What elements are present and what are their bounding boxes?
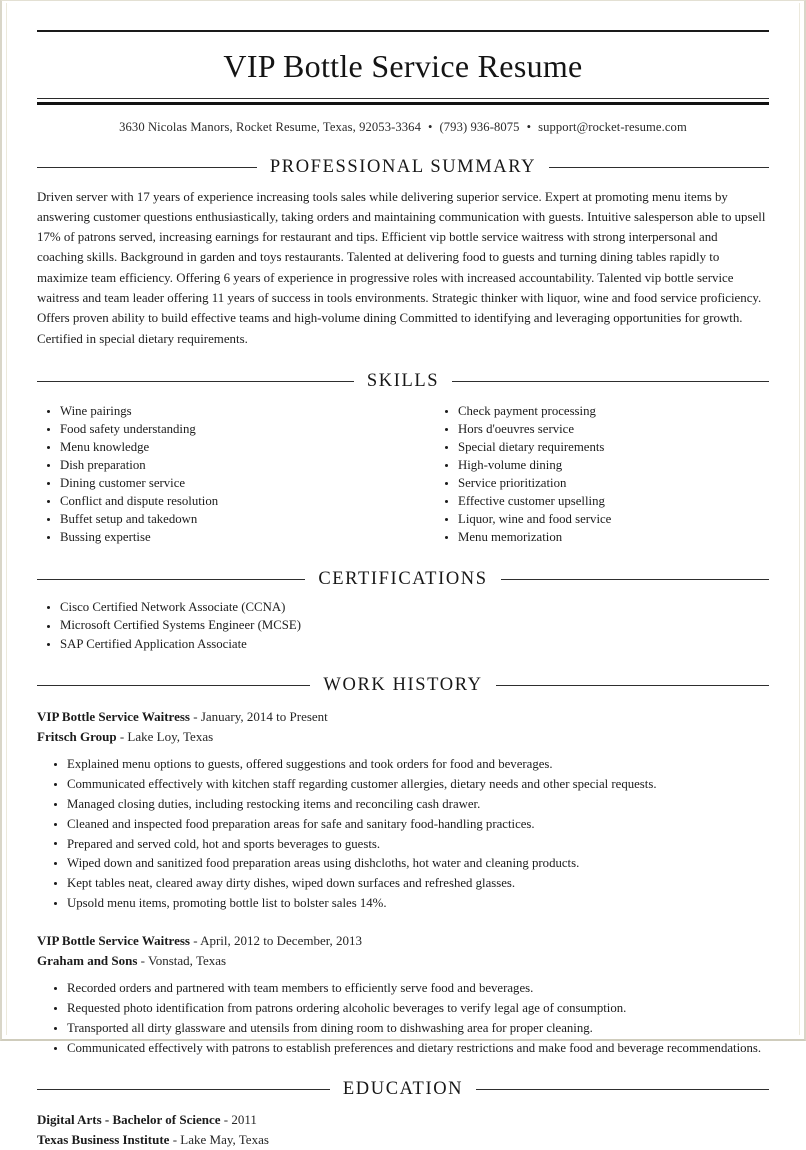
section-rule-right [452, 381, 769, 382]
list-item: Cleaned and inspected food preparation areas for safe and sanitary food-handling practices. [37, 815, 769, 833]
skills-column-right [403, 403, 769, 547]
contact-address: 3630 Nicolas Manors, Rocket Resume, Texas, 92053-3364 [119, 119, 421, 134]
page-title: VIP Bottle Service Resume [223, 48, 583, 84]
section-header-work-history [37, 675, 769, 696]
job-location: Lake Loy, Texas [127, 728, 214, 744]
job-company-line [37, 727, 769, 747]
work-history-entry [37, 929, 769, 1057]
list-item: Upsold menu items, promoting bottle list to bolster sales 14%. [37, 894, 769, 912]
list-item: Check payment processing [435, 403, 769, 421]
section-title: EDUCATION [342, 1079, 464, 1100]
job-company: Graham and Sons [37, 952, 138, 968]
job-title-separator: - [189, 933, 201, 949]
list-item: Menu memorization [435, 529, 769, 547]
job-company: Fritsch Group [37, 728, 117, 744]
list-item: Food safety understanding [37, 421, 403, 439]
list-item: Bussing expertise [37, 529, 403, 547]
education-school-line [37, 1130, 769, 1150]
job-company-separator: - [116, 728, 128, 744]
list-item: Transported all dirty glassware and utensils from dining room to dishwashing area for proper cleaning. [37, 1019, 769, 1037]
section-rule-right [501, 579, 769, 580]
list-item: Effective customer upselling [435, 493, 769, 511]
list-item: Special dietary requirements [435, 439, 769, 457]
education-location: Lake May, Texas [180, 1132, 269, 1148]
section-header-certifications [37, 569, 769, 590]
list-item: Menu knowledge [37, 439, 403, 457]
list-item: Wiped down and sanitized food preparation areas using dishcloths, hot water and cleaning products. [37, 854, 769, 872]
education-year: 2011 [231, 1112, 257, 1128]
section-title: PROFESSIONAL SUMMARY [269, 156, 537, 177]
list-item: Recorded orders and partnered with team members to efficiently serve food and beverages. [37, 979, 769, 997]
job-title: VIP Bottle Service Waitress [37, 709, 190, 725]
list-item: High-volume dining [435, 457, 769, 475]
section-header-education [37, 1079, 769, 1100]
skills-columns [37, 401, 769, 547]
job-title-line [37, 931, 769, 951]
section-header-professional-summary [37, 157, 769, 178]
section-rule-right [496, 685, 769, 686]
list-item: Service prioritization [435, 475, 769, 493]
education-degree: Digital Arts - Bachelor of Science [37, 1112, 221, 1128]
certifications-list [37, 599, 769, 653]
list-item: Microsoft Certified Systems Engineer (MCSE) [37, 617, 769, 635]
list-item: Communicated effectively with kitchen staff regarding customer allergies, dietary needs and other special requests. [37, 775, 769, 793]
job-company-separator: - [137, 952, 149, 968]
list-item: Dish preparation [37, 457, 403, 475]
list-item: Hors d'oeuvres service [435, 421, 769, 439]
certifications-list-container [37, 599, 769, 653]
contact-separator-1: • [427, 119, 433, 134]
list-item: Dining customer service [37, 475, 403, 493]
job-responsibilities-list [37, 979, 769, 1057]
section-rule-right [476, 1089, 769, 1090]
contact-email[interactable]: support@rocket-resume.com [538, 119, 687, 134]
list-item: Conflict and dispute resolution [37, 493, 403, 511]
job-title-line [37, 707, 769, 727]
job-company-line [37, 951, 769, 971]
list-item: Communicated effectively with patrons to establish preferences and dietary restrictions and make food and beverage recommendations. [37, 1039, 769, 1057]
list-item: Explained menu options to guests, offered suggestions and took orders for food and beverages. [37, 755, 769, 773]
contact-line [37, 105, 769, 135]
job-title: VIP Bottle Service Waitress [37, 933, 190, 949]
section-rule-right [549, 167, 769, 168]
section-title: WORK HISTORY [323, 675, 483, 696]
job-dates: April, 2012 to December, 2013 [200, 933, 363, 949]
section-rule-left [37, 685, 310, 686]
list-item: Liquor, wine and food service [435, 511, 769, 529]
job-title-separator: - [189, 709, 201, 725]
education-school-separator: - [169, 1132, 181, 1148]
contact-phone: (793) 936-8075 [439, 119, 520, 134]
section-rule-left [37, 167, 257, 168]
list-item: Managed closing duties, including restocking items and reconciling cash drawer. [37, 795, 769, 813]
section-header-skills [37, 371, 769, 392]
job-location: Vonstad, Texas [148, 952, 227, 968]
section-rule-left [37, 579, 305, 580]
section-title: CERTIFICATIONS [318, 568, 488, 589]
education-entry [37, 1109, 769, 1150]
section-rule-left [37, 1089, 330, 1090]
job-dates: January, 2014 to Present [200, 709, 328, 725]
section-title: SKILLS [366, 370, 440, 391]
job-responsibilities-list [37, 755, 769, 912]
list-item: Cisco Certified Network Associate (CCNA) [37, 599, 769, 617]
skills-column-left [37, 403, 403, 547]
work-history-entry [37, 705, 769, 912]
list-item: Kept tables neat, cleared away dirty dishes, wiped down surfaces and refreshed glasses. [37, 874, 769, 892]
list-item: Requested photo identification from patrons ordering alcoholic beverages to verify legal age of consumption. [37, 999, 769, 1017]
education-degree-line [37, 1110, 769, 1130]
professional-summary-text: Driven server with 17 years of experience increasing tools sales while delivering superior service. Expert at promoting menu items by answering customer questions enthusiastically, taking orders and maintaining communication with guests. Intuitive salesperson able to upsell 17% of patrons served, increasing earnings for restaurant and tips. Efficient vip bottle service waitress with strong interpersonal and coaching skills. Background in garden and toys restaurants. Talented at delivering food to guests and turning dining tables rapidly to maximize team efficiency. Offering 6 years of experience in progressive roles with increased accountability. Talented vip bottle service waitress and team leader offering 11 years of success in tools environments. Strategic thinker with liquor, wine and food service proficiency. Offers proven ability to build effective teams and high-volume dining Committed to identifying and leveraging opportunities for growth. Certified in special dietary requirements. [37, 189, 766, 346]
list-item: SAP Certified Application Associate [37, 636, 769, 654]
list-item: Prepared and served cold, hot and sports beverages to guests. [37, 835, 769, 853]
list-item: Wine pairings [37, 403, 403, 421]
skills-list-right [435, 403, 769, 546]
education-degree-separator: - [220, 1112, 232, 1128]
list-item: Buffet setup and takedown [37, 511, 403, 529]
section-rule-left [37, 381, 354, 382]
contact-separator-2: • [526, 119, 532, 134]
skills-list-left [37, 403, 403, 546]
education-school: Texas Business Institute [37, 1132, 170, 1148]
